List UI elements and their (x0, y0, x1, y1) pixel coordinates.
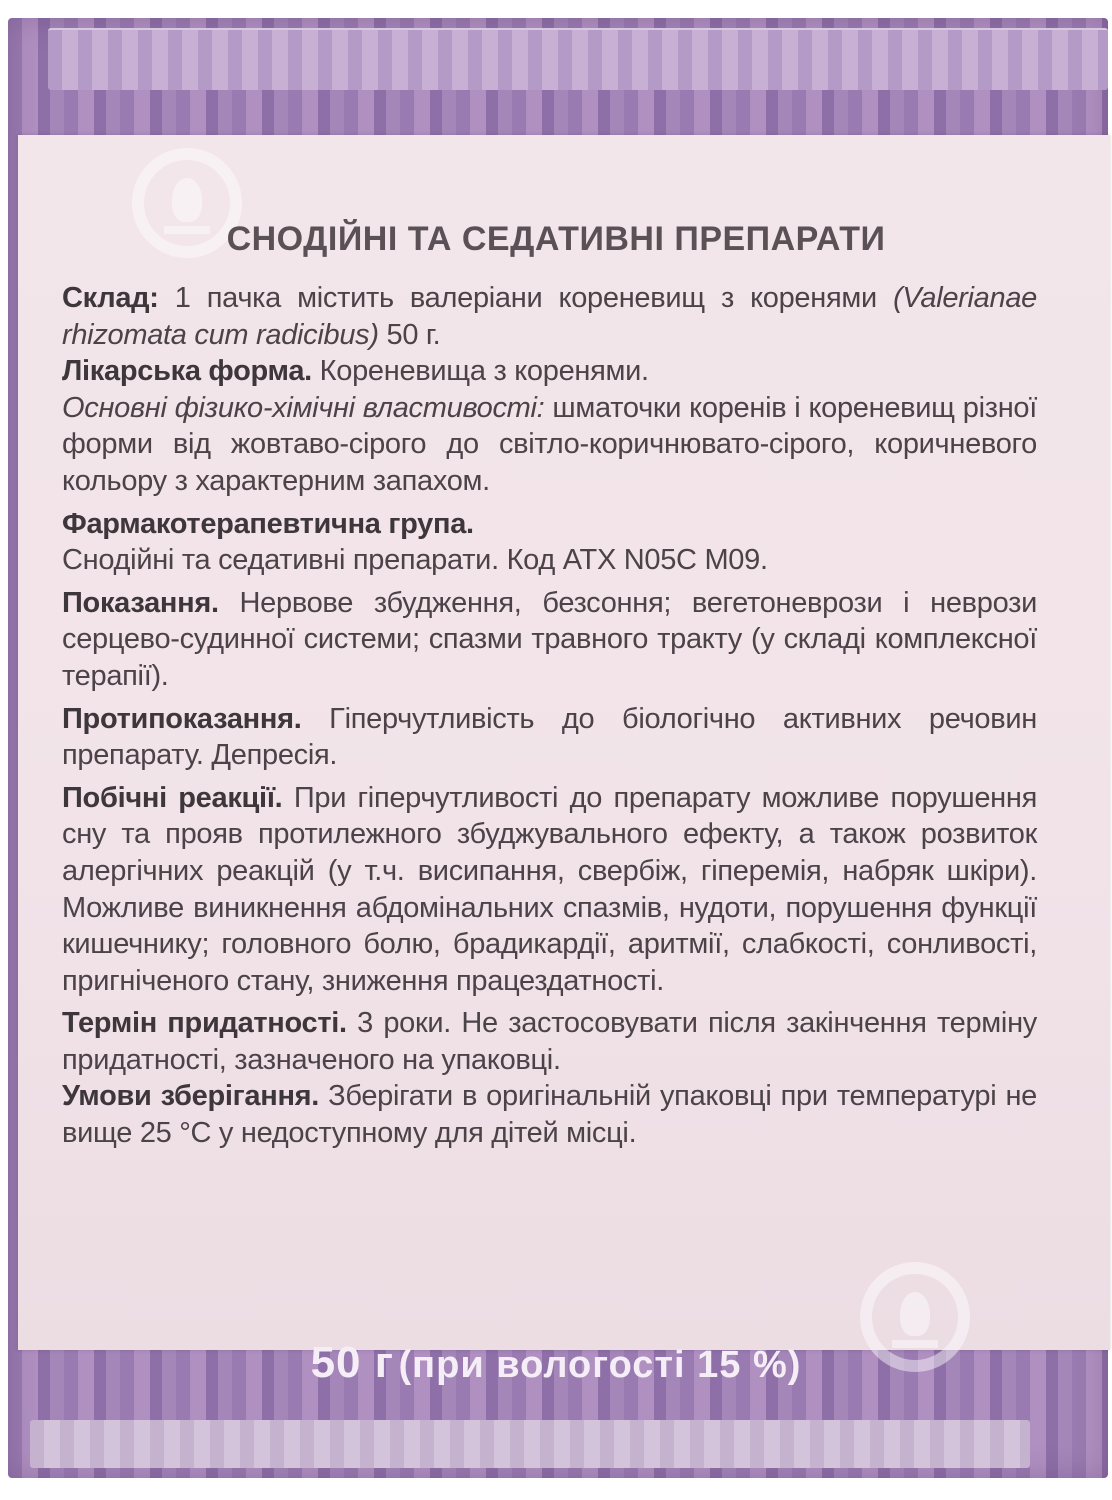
side-effects-label: Побічні реакції. (62, 781, 283, 814)
properties-label: Основні фізико-хімічні властивості: (62, 391, 545, 424)
contraindications-text: Гіперчутливість до біологічно активних речовин препарату. Депресія. (62, 702, 1037, 772)
composition-paragraph (62, 280, 1037, 353)
composition-text: 1 пачка містить валеріани кореневищ з коренями (158, 282, 894, 314)
net-weight (0, 1338, 1112, 1388)
group-text: Снодійні та седативні препарати. Код АТХ N05C M09. (62, 544, 768, 577)
indications-label: Показання. (62, 586, 219, 619)
form-text: Кореневища з коренями. (311, 355, 649, 388)
page-title: СНОДІЙНІ ТА СЕДАТИВНІ ПРЕПАРАТИ (226, 220, 886, 258)
instructions-text (62, 280, 1037, 1152)
weight-note: (при вологості 15 %) (398, 1344, 802, 1386)
side-effects-text: При гіперчутливості до препарату можливе порушення сну та прояв протилежного збуджувального ефекту, а також розвиток алергічних реакцій (у т.ч. висипання, свербіж, гіперемія, набряк шкіри). Можливе виникнення абдомінальних спазмів, нудоти, порушення функції кишечнику; головного болю, брадикардії, аритмії, слабкості, сонливості, пригніченого стану, зниження працездатності. (62, 781, 1038, 997)
shelf-life-label: Термін придатності. (62, 1007, 347, 1040)
top-flap (48, 28, 1108, 90)
storage-text: Зберігати в оригінальній упаковці при температурі не вище 25 °С у недоступному для дітей місці. (62, 1080, 1037, 1150)
properties-text: шматочки коренів і кореневищ різної форми від жовтаво-сірого до світло-коричнювато-сірого, коричневого кольору з характерним запахом. (62, 391, 1038, 497)
storage-label: Умови зберігання. (62, 1080, 320, 1113)
composition-latin: (Valerianae rhizomata cum radicibus) (62, 282, 1037, 351)
indications-text: Нервове збудження, безсоння; вегетоневрози і неврози серцево-судинної системи; спазми травного тракту (у складі комплексної терапії). (62, 586, 1037, 692)
bottom-flap (30, 1420, 1030, 1468)
group-label: Фармакотерапевтична група. (62, 507, 474, 540)
contraindications-paragraph (62, 701, 1037, 774)
shelf-life-text: 3 роки. Не застосовувати після закінчення терміну придатності, зазначеного на упаковці. (62, 1007, 1037, 1076)
side-effects-paragraph (62, 780, 1037, 1000)
form-paragraph (62, 353, 1037, 390)
weight-amount: 50 г (310, 1338, 395, 1387)
composition-tail: 50 г. (378, 318, 441, 351)
form-label: Лікарська форма. (62, 355, 312, 388)
composition-label: Склад: (62, 282, 159, 314)
shelf-life-paragraph (62, 1005, 1037, 1078)
group-paragraph (62, 506, 1037, 579)
indications-paragraph (62, 585, 1037, 695)
contraindications-label: Протипоказання. (62, 702, 302, 735)
storage-paragraph (62, 1078, 1037, 1151)
properties-paragraph (62, 390, 1037, 500)
